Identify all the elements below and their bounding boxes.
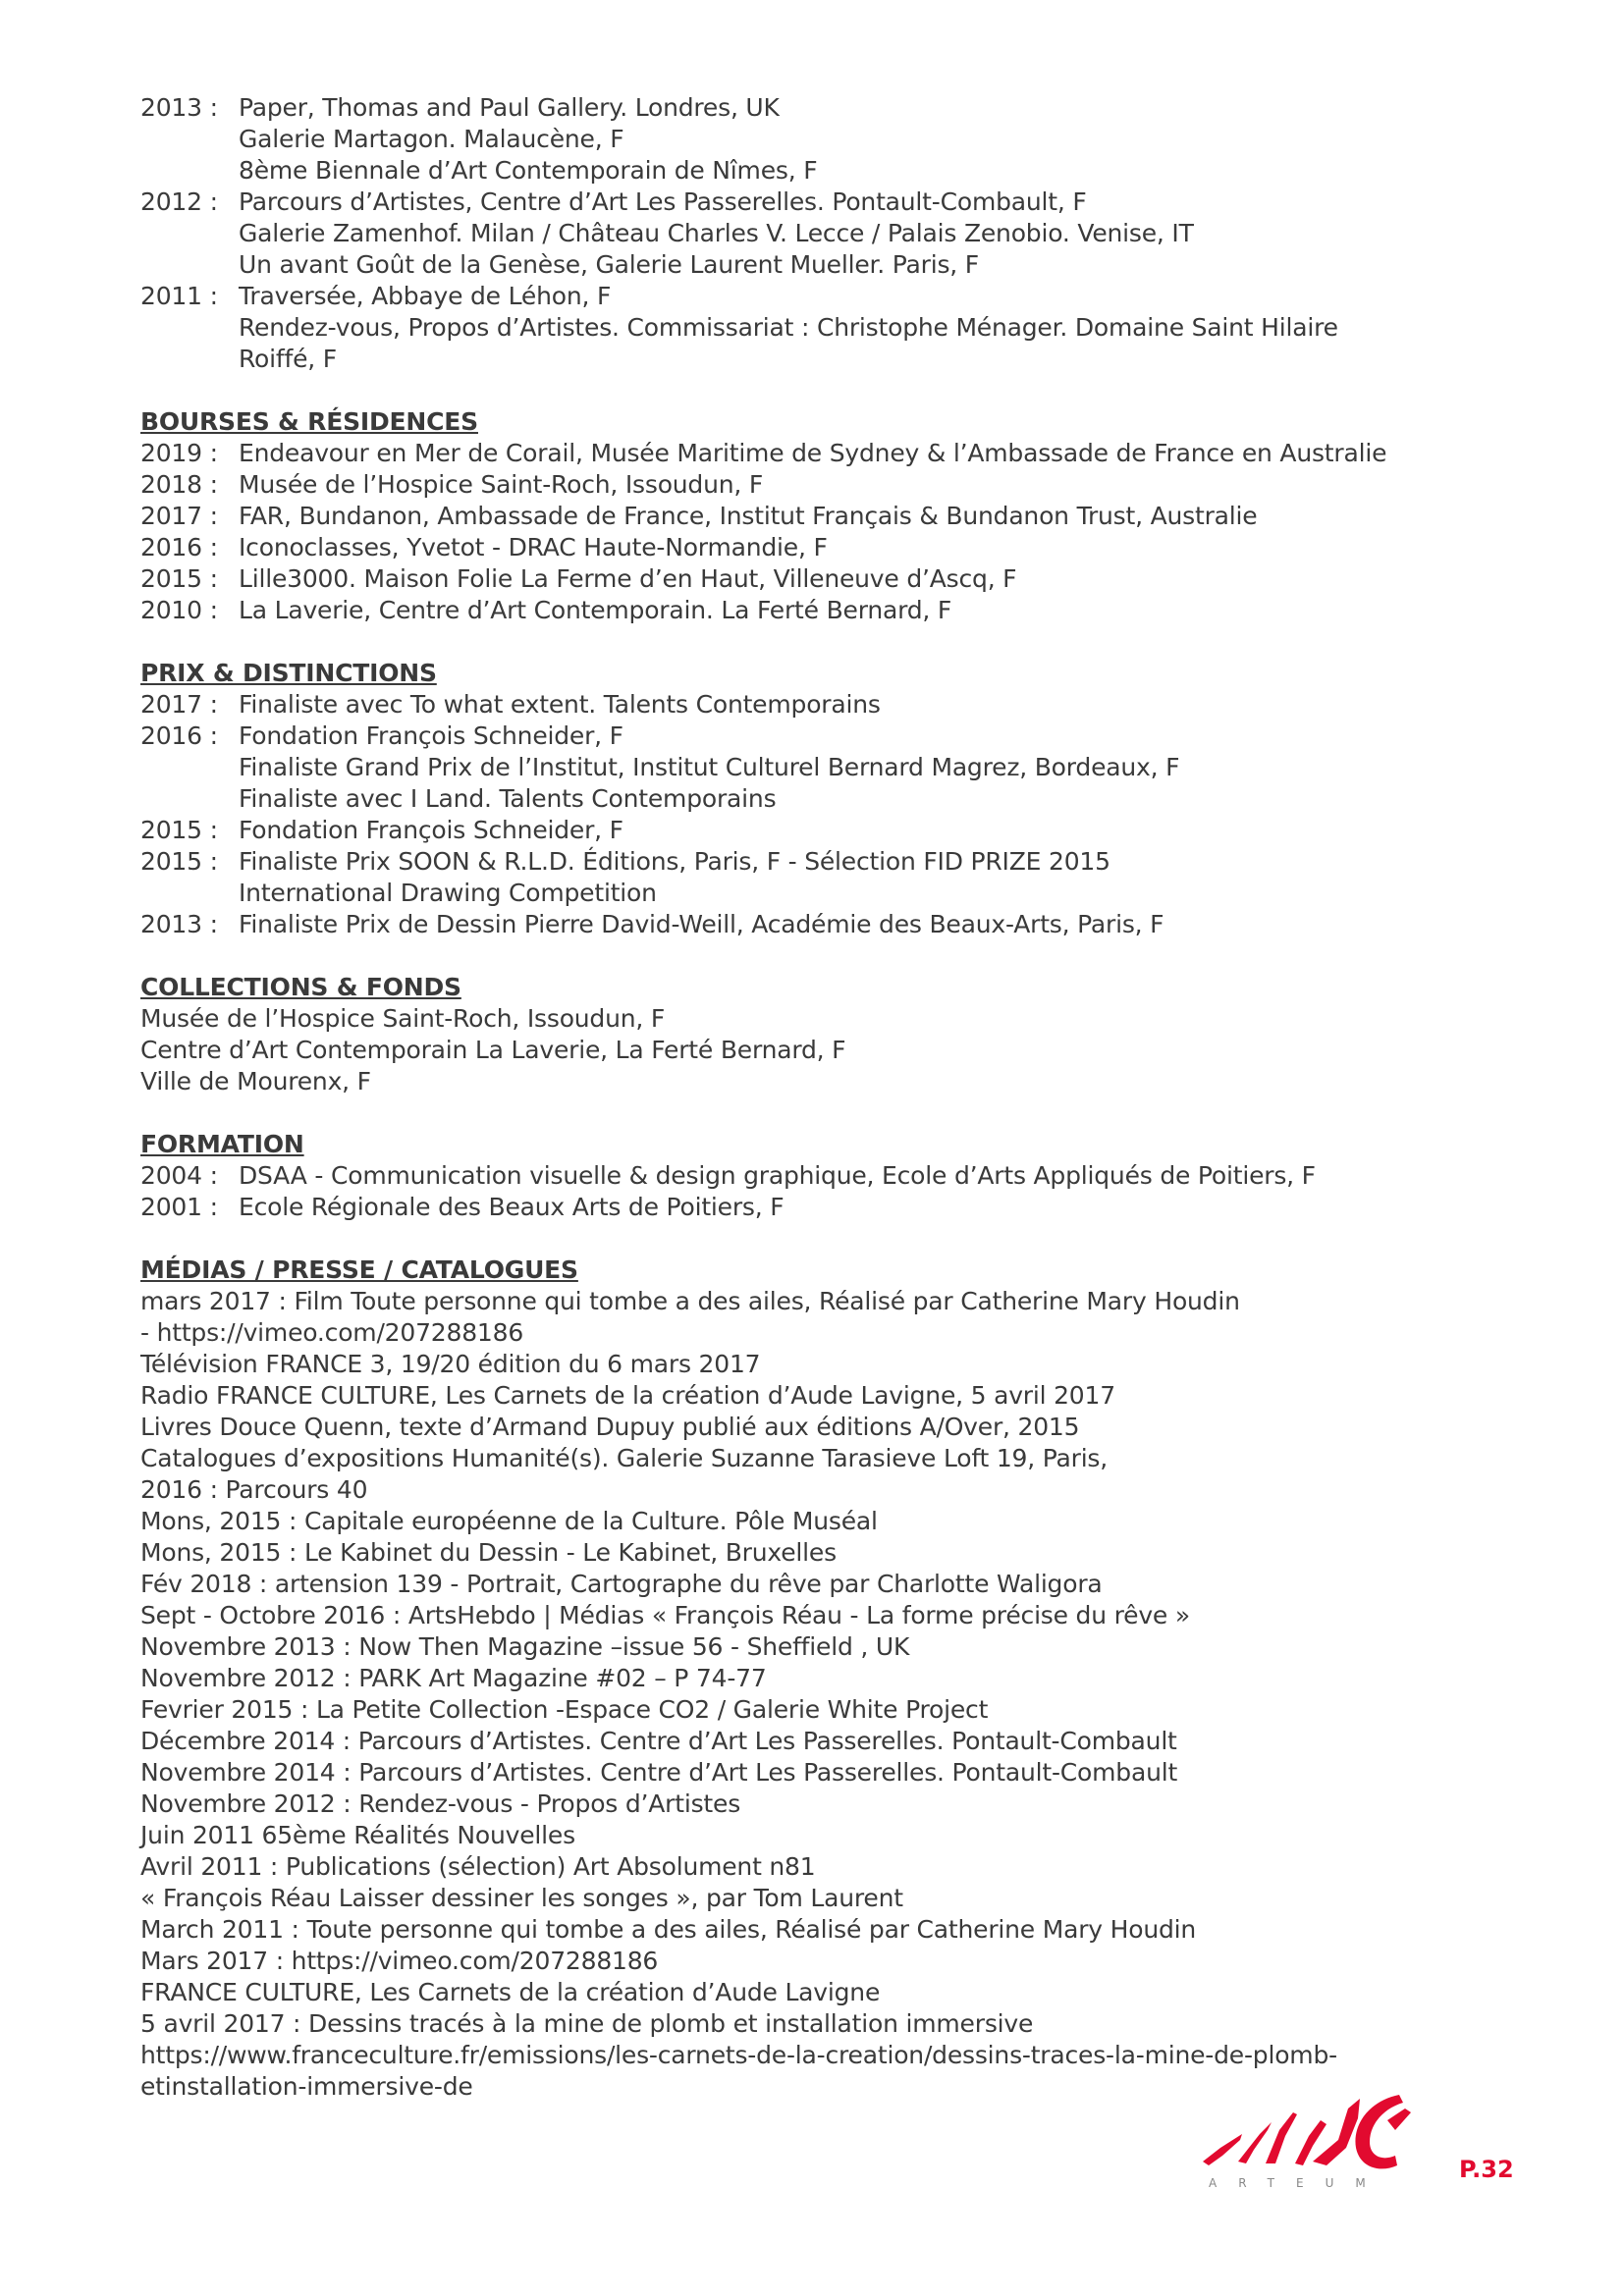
cv-content	[140, 92, 1515, 2103]
entry-lines	[239, 689, 1515, 721]
list-line: Mons, 2015 : Capitale européenne de la Culture. Pôle Muséal	[140, 1507, 878, 1535]
year-entry	[140, 92, 1515, 187]
section-heading-bourses: BOURSES & RÉSIDENCES	[140, 407, 478, 436]
entry-line: FAR, Bundanon, Ambassade de France, Institut Français & Bundanon Trust, Australie	[239, 502, 1258, 530]
list-line: mars 2017 : Film Toute personne qui tombe a des ailes, Réalisé par Catherine Mary Houdin	[140, 1287, 1240, 1315]
list-line: « François Réau Laisser dessiner les songes », par Tom Laurent	[140, 1884, 903, 1912]
entry-line: Fondation François Schneider, F	[239, 721, 623, 750]
year-entry	[140, 815, 1515, 846]
year-entry	[140, 501, 1515, 532]
year-entry	[140, 689, 1515, 721]
entry-line: Rendez-vous, Propos d’Artistes. Commissariat : Christophe Ménager. Domaine Saint Hilaire	[239, 313, 1338, 342]
entry-line: Iconoclasses, Yvetot - DRAC Haute-Normandie, F	[239, 533, 828, 561]
entry-year: 2015 :	[140, 564, 218, 593]
entry-year: 2011 :	[140, 282, 218, 310]
logo-wordmark	[1209, 2176, 1387, 2190]
year-entry	[140, 595, 1515, 626]
list-line: Avril 2011 : Publications (sélection) Art Absolument n81	[140, 1852, 816, 1881]
entry-year: 2018 :	[140, 470, 218, 499]
entry-line: Finaliste Grand Prix de l’Institut, Institut Culturel Bernard Magrez, Bordeaux, F	[239, 753, 1180, 781]
list-line: Décembre 2014 : Parcours d’Artistes. Centre d’Art Les Passerelles. Pontault-Combault	[140, 1727, 1177, 1755]
entry-year: 2017 :	[140, 690, 218, 719]
entry-year: 2016 :	[140, 721, 218, 750]
entry-lines	[239, 563, 1515, 595]
bourses-list	[140, 438, 1515, 626]
entry-lines	[239, 187, 1515, 281]
entry-lines	[239, 815, 1515, 846]
entry-line: International Drawing Competition	[239, 879, 657, 907]
section-heading-medias: MÉDIAS / PRESSE / CATALOGUES	[140, 1255, 578, 1284]
list-line: Musée de l’Hospice Saint-Roch, Issoudun, F	[140, 1004, 666, 1033]
year-entry	[140, 909, 1515, 940]
entry-lines	[239, 721, 1515, 815]
entry-year: 2004 :	[140, 1161, 218, 1190]
entry-line: Ecole Régionale des Beaux Arts de Poitiers, F	[239, 1193, 785, 1221]
entry-lines	[239, 1160, 1515, 1192]
entry-line: Fondation François Schneider, F	[239, 816, 623, 844]
entry-lines	[239, 1192, 1515, 1223]
list-line: Mons, 2015 : Le Kabinet du Dessin - Le Kabinet, Bruxelles	[140, 1538, 837, 1567]
entry-line: Finaliste avec I Land. Talents Contemporains	[239, 784, 777, 813]
formation-list	[140, 1160, 1515, 1223]
entry-line: Finaliste avec To what extent. Talents Contemporains	[239, 690, 881, 719]
list-line: Ville de Mourenx, F	[140, 1067, 371, 1095]
year-entry	[140, 721, 1515, 815]
arteum-logo	[1203, 2091, 1443, 2194]
entry-lines	[239, 909, 1515, 940]
entry-year: 2019 :	[140, 439, 218, 467]
entry-year: 2016 :	[140, 533, 218, 561]
entry-line: Galerie Zamenhof. Milan / Château Charles V. Lecce / Palais Zenobio. Venise, IT	[239, 219, 1194, 247]
section-heading-prix: PRIX & DISTINCTIONS	[140, 659, 437, 687]
medias-list	[140, 1286, 1515, 2103]
list-line: Sept - Octobre 2016 : ArtsHebdo | Médias « François Réau - La forme précise du rêve »	[140, 1601, 1190, 1629]
entry-year: 2013 :	[140, 910, 218, 938]
list-line: Juin 2011 65ème Réalités Nouvelles	[140, 1821, 575, 1849]
entry-line: 8ème Biennale d’Art Contemporain de Nîmes, F	[239, 156, 818, 185]
list-line: Novembre 2014 : Parcours d’Artistes. Centre d’Art Les Passerelles. Pontault-Combault	[140, 1758, 1178, 1787]
list-line: Centre d’Art Contemporain La Laverie, La Ferté Bernard, F	[140, 1036, 846, 1064]
entry-line: Traversée, Abbaye de Léhon, F	[239, 282, 612, 310]
entry-year: 2012 :	[140, 187, 218, 216]
entry-lines	[239, 438, 1515, 469]
year-entry	[140, 438, 1515, 469]
list-line: Fév 2018 : artension 139 - Portrait, Cartographe du rêve par Charlotte Waligora	[140, 1570, 1103, 1598]
year-entry	[140, 846, 1515, 909]
entry-year: 2010 :	[140, 596, 218, 624]
entry-year: 2017 :	[140, 502, 218, 530]
list-line: Radio FRANCE CULTURE, Les Carnets de la création d’Aude Lavigne, 5 avril 2017	[140, 1381, 1115, 1410]
entry-lines	[239, 92, 1515, 187]
entry-line: Lille3000. Maison Folie La Ferme d’en Haut, Villeneuve d’Ascq, F	[239, 564, 1017, 593]
year-entry	[140, 469, 1515, 501]
section-heading-formation: FORMATION	[140, 1130, 304, 1158]
entry-lines	[239, 595, 1515, 626]
list-line: - https://vimeo.com/207288186	[140, 1318, 524, 1347]
year-entry	[140, 532, 1515, 563]
section-heading-collections: COLLECTIONS & FONDS	[140, 973, 461, 1001]
entry-lines	[239, 281, 1515, 375]
list-line: FRANCE CULTURE, Les Carnets de la création d’Aude Lavigne	[140, 1978, 881, 2006]
entry-line: Finaliste Prix de Dessin Pierre David-Weill, Académie des Beaux-Arts, Paris, F	[239, 910, 1164, 938]
list-line: https://www.franceculture.fr/emissions/les-carnets-de-la-creation/dessins-traces-la-mine-de-plomb-	[140, 2041, 1337, 2069]
list-line: Catalogues d’expositions Humanité(s). Galerie Suzanne Tarasieve Loft 19, Paris,	[140, 1444, 1109, 1472]
list-line: Fevrier 2015 : La Petite Collection -Espace CO2 / Galerie White Project	[140, 1695, 989, 1724]
entry-line: Galerie Martagon. Malaucène, F	[239, 125, 624, 153]
list-line: Mars 2017 : https://vimeo.com/207288186	[140, 1947, 659, 1975]
entry-line: La Laverie, Centre d’Art Contemporain. La Ferté Bernard, F	[239, 596, 952, 624]
list-line: 5 avril 2017 : Dessins tracés à la mine de plomb et installation immersive	[140, 2009, 1034, 2038]
list-line: 2016 : Parcours 40	[140, 1475, 368, 1504]
year-entry	[140, 187, 1515, 281]
entry-line: Endeavour en Mer de Corail, Musée Maritime de Sydney & l’Ambassade de France en Australie	[239, 439, 1387, 467]
entry-line: DSAA - Communication visuelle & design graphique, Ecole d’Arts Appliqués de Poitiers, F	[239, 1161, 1316, 1190]
entry-lines	[239, 846, 1515, 909]
year-entry	[140, 281, 1515, 375]
entry-line: Paper, Thomas and Paul Gallery. Londres, UK	[239, 93, 780, 122]
year-entry	[140, 1160, 1515, 1192]
svg-text:ARTEUM: ARTEUM	[1209, 2176, 1387, 2190]
collections-list	[140, 1003, 1515, 1097]
list-line: Novembre 2013 : Now Then Magazine –issue 56 - Sheffield , UK	[140, 1632, 910, 1661]
entry-lines	[239, 532, 1515, 563]
entry-lines	[239, 469, 1515, 501]
list-line: Télévision FRANCE 3, 19/20 édition du 6 mars 2017	[140, 1350, 761, 1378]
entry-line: Un avant Goût de la Genèse, Galerie Laurent Mueller. Paris, F	[239, 250, 979, 279]
list-line: March 2011 : Toute personne qui tombe a des ailes, Réalisé par Catherine Mary Houdin	[140, 1915, 1197, 1944]
entry-line: Finaliste Prix SOON & R.L.D. Éditions, Paris, F - Sélection FID PRIZE 2015	[239, 847, 1110, 876]
list-line: etinstallation-immersive-de	[140, 2072, 473, 2101]
year-entry	[140, 1192, 1515, 1223]
entry-year: 2015 :	[140, 847, 218, 876]
exhibitions-continued	[140, 92, 1515, 375]
entry-line: Roiffé, F	[239, 345, 337, 373]
page-number: P.32	[1459, 2156, 1514, 2183]
entry-line: Musée de l’Hospice Saint-Roch, Issoudun, F	[239, 470, 764, 499]
list-line: Novembre 2012 : Rendez-vous - Propos d’Artistes	[140, 1789, 741, 1818]
entry-year: 2013 :	[140, 93, 218, 122]
entry-year: 2015 :	[140, 816, 218, 844]
entry-lines	[239, 501, 1515, 532]
year-entry	[140, 563, 1515, 595]
list-line: Livres Douce Quenn, texte d’Armand Dupuy publié aux éditions A/Over, 2015	[140, 1413, 1080, 1441]
entry-year: 2001 :	[140, 1193, 218, 1221]
prix-list	[140, 689, 1515, 940]
entry-line: Parcours d’Artistes, Centre d’Art Les Passerelles. Pontault-Combault, F	[239, 187, 1087, 216]
list-line: Novembre 2012 : PARK Art Magazine #02 – P 74-77	[140, 1664, 767, 1692]
